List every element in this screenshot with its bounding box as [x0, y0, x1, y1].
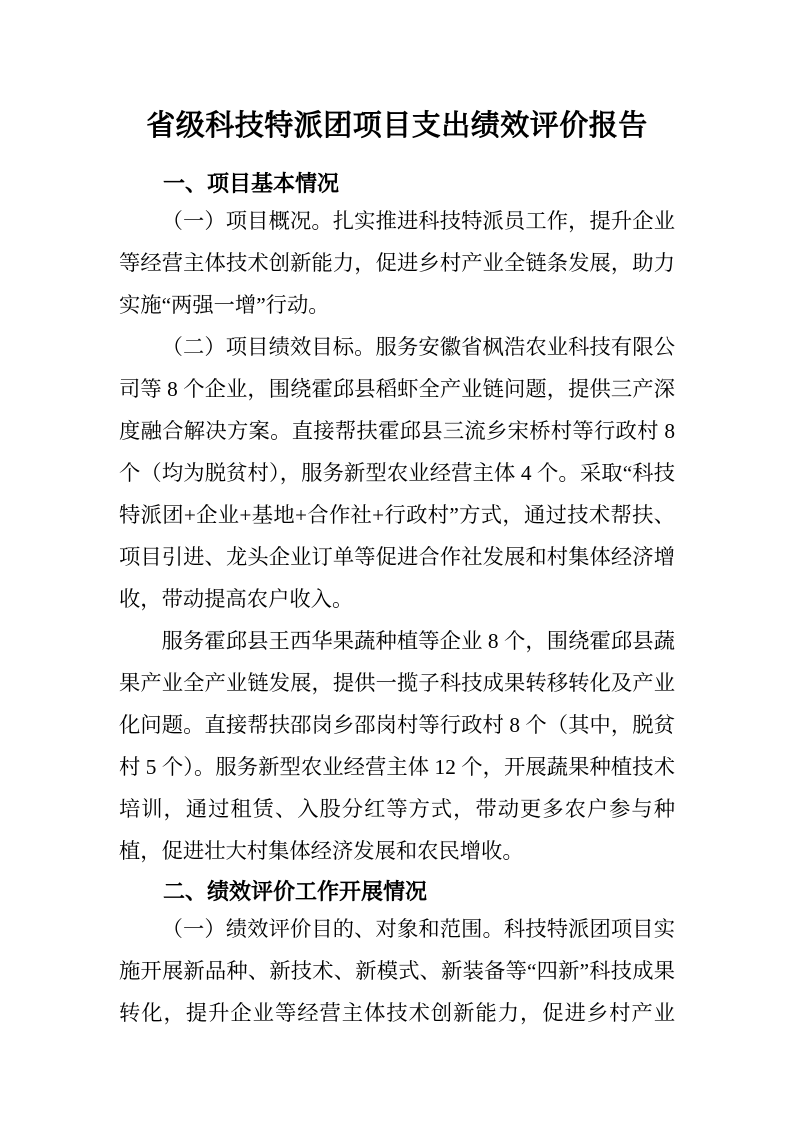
- paragraph-project-overview: （一）项目概况。扎实推进科技特派员工作，提升企业等经营主体技术创新能力，促进乡村产业全链条发展，助力实施“两强一增”行动。: [119, 209, 675, 317]
- document-title: 省级科技特派团项目支出绩效评价报告: [146, 110, 648, 142]
- section-heading-2: 二、绩效评价工作开展情况: [163, 879, 428, 904]
- paragraph-performance-goals-2: 服务霍邱县王西华果蔬种植等企业 8 个，围绕霍邱县蔬果产业全产业链发展，提供一揽子科技成果转移转化及产业化问题。直接帮扶邵岗乡邵岗村等行政村 8 个（其中，脱贫村 5 个）。服务新型农业经营主体 12 个，开展蔬果种植技术培训，通过租赁、入股分红等方式，带动更多农户参与种植，促进壮大村集体经济发展和农民增收。: [119, 629, 675, 863]
- section-heading-1: 一、项目基本情况: [163, 171, 340, 196]
- document-content: [0, 102, 793, 1034]
- paragraph-performance-goals-1: （二）项目绩效目标。服务安徽省枫浩农业科技有限公司等 8 个企业，围绕霍邱县稻虾全产业链问题，提供三产深度融合解决方案。直接帮扶霍邱县三流乡宋桥村等行政村 8 个（均为脱贫村），服务新型农业经营主体 4 个。采取“科技特派团+企业+基地+合作社+行政村”方式，通过技术帮扶、项目引进、龙头企业订单等促进合作社发展和村集体经济增收，带动提高农户收入。: [119, 335, 675, 611]
- paragraph-evaluation-purpose: （一）绩效评价目的、对象和范围。科技特派团项目实施开展新品种、新技术、新模式、新装备等“四新”科技成果转化，提升企业等经营主体技术创新能力，促进乡村产业: [119, 917, 675, 1025]
